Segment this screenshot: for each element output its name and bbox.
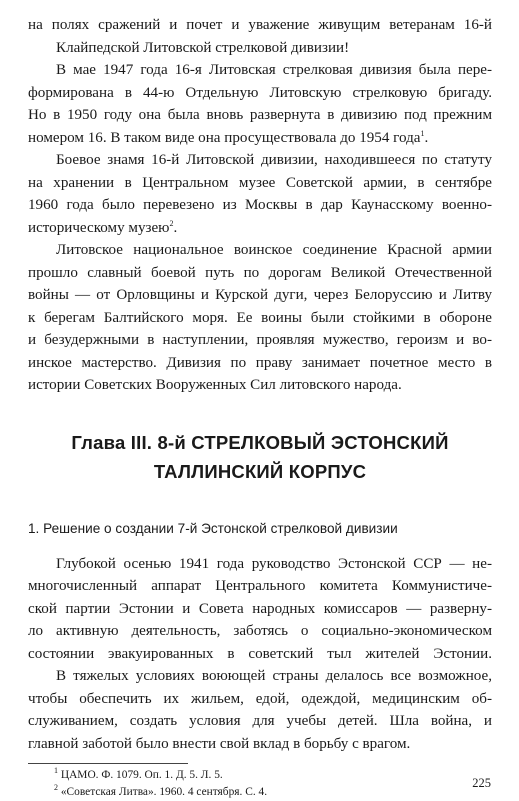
- text-line: многочисленный аппарат Центрального комитета Коммунистиче-: [28, 578, 492, 594]
- footnote-mark: 1: [54, 766, 58, 776]
- paragraph-4: [28, 239, 492, 397]
- text-line: 1960 года было перевезено из Москвы в дар Каунасскому военно-: [28, 197, 492, 213]
- paragraph-5: [28, 553, 492, 756]
- text-line: инское мастерство. Дивизия по праву занимает почетное место в: [28, 354, 492, 371]
- footnote: [54, 767, 492, 784]
- footnote-ref: 2: [169, 218, 174, 228]
- footnote-text: ЦАМО. Ф. 1079. Оп. 1. Д. 5. Л. 5.: [60, 769, 223, 781]
- text-line: Но в 1950 году она была вновь развернута в дивизию под прежним: [28, 107, 492, 123]
- text-line-content: историческому музею: [28, 219, 170, 236]
- text-line: Боевое знамя 16-й Литовской дивизии, находившееся по статуту: [56, 152, 492, 168]
- paragraph-1: [28, 14, 492, 59]
- text-line: историческому музею$^2$.: [28, 218, 178, 236]
- page-number: 225: [472, 776, 491, 790]
- text-line: В тяжелых условиях воюющей страны делалось все возможное,: [56, 668, 492, 684]
- footnote-ref: 1: [420, 128, 425, 138]
- footnote-text: «Советская Литва». 1960. 4 сентября. С. 4.: [60, 786, 268, 798]
- text-line: главной заботой было внести свой вклад в борьбу с врагом.: [28, 735, 411, 752]
- footnote-divider: [28, 763, 188, 764]
- text-line: Литовское национальное воинское соединение Красной армии: [56, 242, 492, 258]
- text-line: войны — от Орловщины и Курской дуги, через Белоруссию и Литву: [28, 287, 492, 303]
- paragraph-3: [28, 149, 492, 239]
- text-line: Глубокой осенью 1941 года руководство Эстонской ССР — не-: [56, 555, 492, 572]
- text-line: формирована в 44-ю Отдельную Литовскую стрелковую бригаду.: [28, 84, 492, 101]
- text-line: на хранении в Центральном музее Советской армии, в сентябре: [28, 174, 492, 191]
- text-line: и безудержными в наступлении, проявляя мужество, героизм и во-: [28, 332, 492, 348]
- footnote: [54, 784, 492, 801]
- text-line: на полях сражений и почет и уважение живущим ветеранам 16-й: [28, 17, 492, 33]
- text-line: номером 16. В таком виде она просуществовала до 1954 года$^1$.: [28, 128, 429, 146]
- text-line: чтобы обеспечить их жильем, едой, одеждой, медицинским об-: [28, 690, 492, 707]
- text-line: к берегам Балтийского моря. Ее воины были стойкими в обороне: [28, 309, 492, 326]
- text-line: прошло славный боевой путь по дорогам Великой Отечественной: [28, 264, 492, 281]
- footnote-mark: 2: [54, 783, 58, 793]
- paragraph-2: [28, 59, 492, 149]
- chapter-heading: [28, 428, 492, 486]
- text-line: В мае 1947 года 16-я Литовская стрелковая дивизия была пере-: [56, 62, 492, 78]
- section-heading: 1. Решение о создании 7-й Эстонской стрелковой дивизии: [28, 520, 398, 536]
- text-line-content: номером 16. В таком виде она просуществовала до 1954 года: [28, 129, 421, 146]
- text-line: ло активную деятельность, заботясь о социально-экономическом: [28, 623, 492, 639]
- text-line: ской партии Эстонии и Совета народных комиссаров — разверну-: [28, 600, 492, 617]
- text-line: служиванием, создать условия для учебы детей. Шла война, и: [28, 713, 492, 729]
- chapter-heading-line: ТАЛЛИНСКИЙ КОРПУС: [153, 460, 367, 482]
- chapter-heading-line: Глава III. 8-й СТРЕЛКОВЫЙ ЭСТОНСКИЙ: [71, 431, 449, 453]
- text-line: Клайпедской Литовской стрелковой дивизии!: [56, 39, 350, 56]
- text-line: истории Советских Вооруженных Сил литовского народа.: [28, 377, 402, 393]
- text-line: состоянии эвакуированных в советский тыл жителей Эстонии.: [28, 645, 492, 662]
- page-body: [28, 14, 492, 801]
